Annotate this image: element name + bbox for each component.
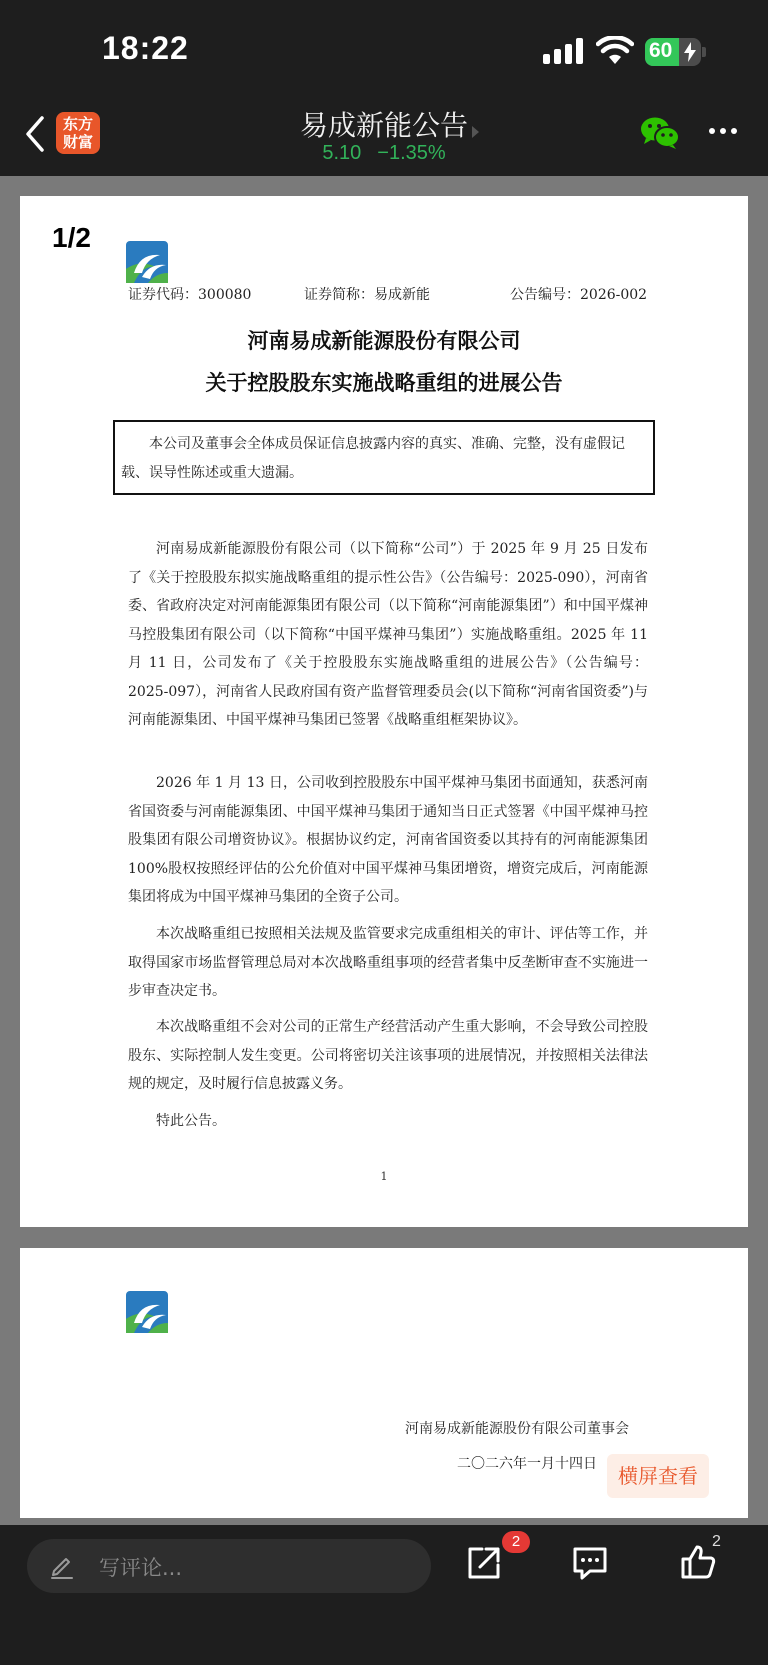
status-time: 18:22 xyxy=(102,30,189,66)
page-indicator: 1/2 xyxy=(52,222,91,253)
company-logo-icon xyxy=(126,241,168,283)
pen-icon xyxy=(49,1553,75,1579)
page-title: 易成新能公告 xyxy=(299,109,468,142)
wifi-icon xyxy=(596,36,634,66)
logo-line1: 东方 xyxy=(62,115,93,133)
stock-code: 证券代码：300080 xyxy=(128,287,252,303)
status-bar xyxy=(0,0,768,96)
like-count: 2 xyxy=(712,1533,721,1550)
stock-change: −1.35% xyxy=(377,142,446,164)
doc-title-company: 河南易成新能源股份有限公司 xyxy=(247,328,521,353)
comment-placeholder: 写评论... xyxy=(99,1556,183,1580)
share-badge: 2 xyxy=(502,1531,530,1553)
cellular-signal-icon xyxy=(543,38,585,64)
company-logo-icon xyxy=(126,1291,168,1333)
comment-input[interactable] xyxy=(27,1539,431,1593)
paragraph-1: 河南易成新能源股份有限公司（以下简称“公司”）于 2025 年 9 月 25 日发布了《关于控股股东拟实施战略重组的提示性公告》（公告编号：2025-090），河南省委、省政府决定对河南能源集团有限公司（以下简称“河南能源集团”）和中国平煤神马控股集团有限公司（以下简称“中国平煤神马集团”）实施战略重组。2025 年 11 月 11 日，公司发布了《关于控股股东实施战略重组的进展公告》（公告编号：2025-097），河南省人民政府国有资产监督管理委员会(以下简称“河南省国资委”)与河南能源集团、中国平煤神马集团已签署《战略重组框架协议》。 xyxy=(128,541,648,728)
wechat-icon[interactable] xyxy=(640,116,680,150)
share-icon[interactable] xyxy=(466,1545,502,1581)
battery-cap xyxy=(702,47,706,57)
nav-bar xyxy=(0,96,768,176)
paragraph-4: 本次战略重组不会对公司的正常生产经营活动产生重大影响，不会导致公司控股股东、实际控制人发生变更。公司将密切关注该事项的进展情况，并按照相关法律法规的规定，及时履行信息披露义务。 xyxy=(128,1019,648,1092)
bottom-bar xyxy=(0,1525,768,1665)
battery-level: 60 xyxy=(649,39,673,62)
landscape-view-button[interactable]: 横屏查看 xyxy=(607,1454,709,1498)
notice-number: 公告编号：2026-002 xyxy=(510,287,648,303)
disclaimer-box: 本公司及董事会全体成员保证信息披露内容的真实、准确、完整，没有虚假记载、误导性陈述或重大遗漏。 xyxy=(113,420,655,495)
charging-bolt-icon xyxy=(684,42,696,62)
page-footer-number: 1 xyxy=(380,1170,388,1183)
logo-line2: 财富 xyxy=(62,133,93,151)
paragraph-closing: 特此公告。 xyxy=(156,1113,226,1129)
comments-icon[interactable] xyxy=(572,1545,608,1581)
battery-icon xyxy=(645,38,701,66)
stock-short-name: 证券简称：易成新能 xyxy=(304,287,430,303)
signer: 河南易成新能源股份有限公司董事会 xyxy=(405,1421,629,1437)
doc-title-subject: 关于控股股东实施战略重组的进展公告 xyxy=(205,370,563,395)
sign-date: 二〇二六年一月十四日 xyxy=(457,1456,597,1472)
more-icon[interactable] xyxy=(708,126,738,136)
caret-right-icon xyxy=(472,126,479,138)
paragraph-3: 本次战略重组已按照相关法规及监管要求完成重组相关的审计、评估等工作，并取得国家市场监督管理总局对本次战略重组事项的经营者集中反垄断审查不实施进一步审查决定书。 xyxy=(128,926,648,999)
paragraph-2: 2026 年 1 月 13 日，公司收到控股股东中国平煤神马集团书面通知，获悉河南省国资委与河南能源集团、中国平煤神马集团于通知当日正式签署《中国平煤神马控股集团有限公司增资协议》。根据协议约定，河南省国资委以其持有的河南能源集团 100%股权按照经评估的公允价值对中国平煤神马集团增资，增资完成后，河南能源集团将成为中国平煤神马集团的全资子公司。 xyxy=(128,775,648,905)
stock-price: 5.10 xyxy=(322,142,362,164)
